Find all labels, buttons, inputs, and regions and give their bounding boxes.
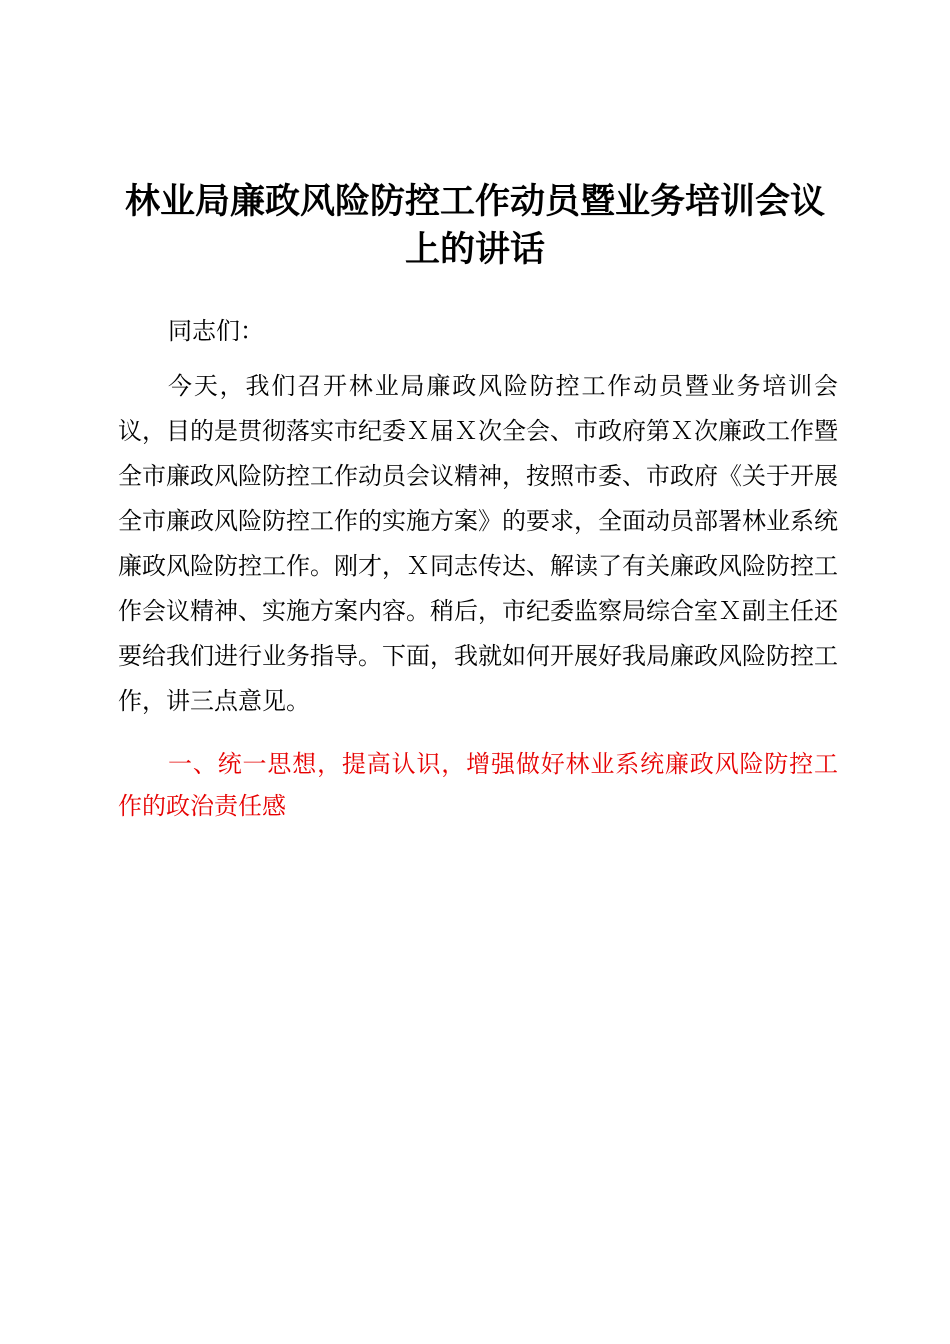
intro-paragraph: 今天，我们召开林业局廉政风险防控工作动员暨业务培训会议，目的是贯彻落实市纪委Ｘ届Ｘ次全会、市政府第Ｘ次廉政工作暨全市廉政风险防控工作动员会议精神，按照市委、市政府《关于开展全市廉政风险防控工作的实施方案》的要求，全面动员部署林业系统廉政风险防控工作。刚才，Ｘ同志传达、解读了有关廉政风险防控工作会议精神、实施方案内容。稍后，市纪委监察局综合室Ｘ副主任还要给我们进行业务指导。下面，我就如何开展好我局廉政风险防控工作，讲三点意见。 [118, 372, 838, 715]
section-heading-1: 一、统一思想，提高认识，增强做好林业系统廉政风险防控工作的政治责任感 [118, 750, 838, 820]
salutation: 同志们： [168, 317, 264, 345]
document-title: 林业局廉政风险防控工作动员暨业务培训会议上的讲话 [124, 182, 825, 270]
